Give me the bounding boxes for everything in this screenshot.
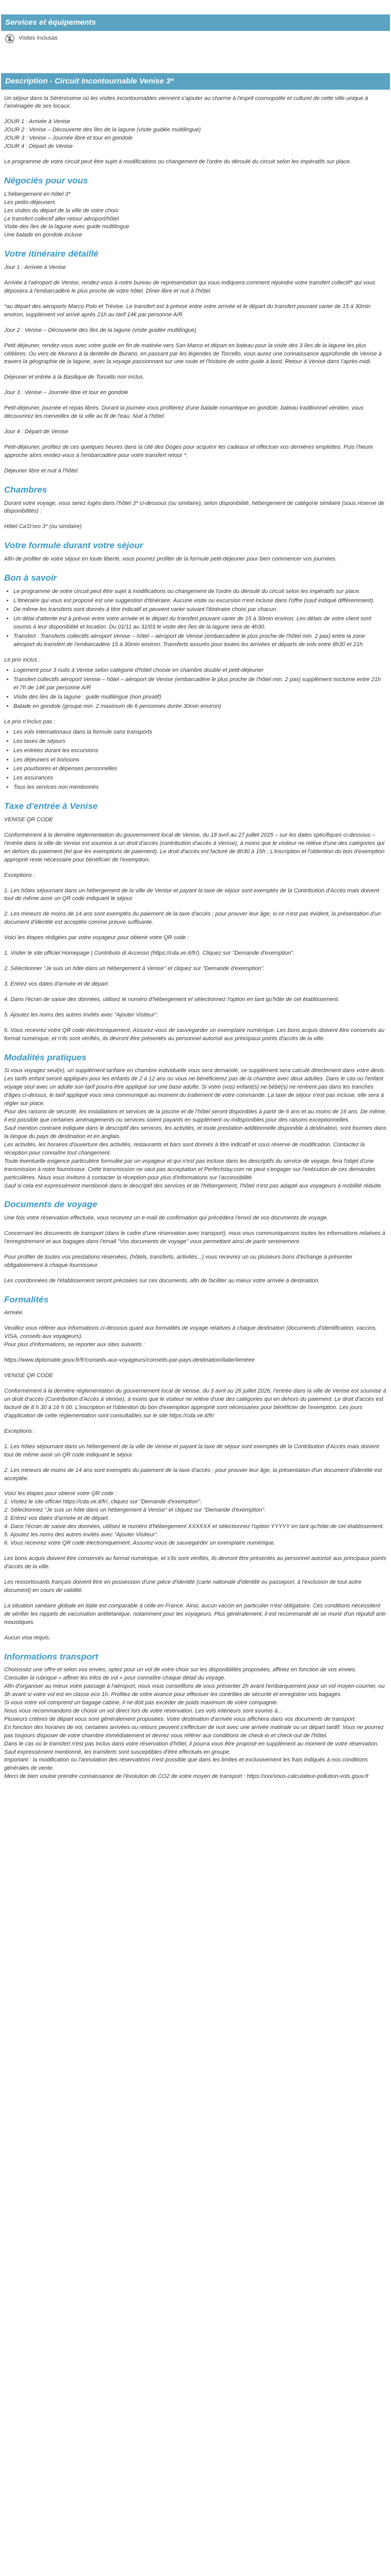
list-item: • De même les transferts sont donnés à titre indicatif et peuvent varier suivant l'itinéraire choisi par chacun.: [13, 606, 387, 614]
list-item: • L'itinéraire qui vous est proposé est une suggestion d'itinéraire. Aucune visite ou excursion n'est incluse dans l'offre (sauf indiqué différemment).: [13, 597, 387, 605]
tax-text: 4. Dans l'écran de saisie des données, utilisez le numéro d'hébergement et sélectionnez l'option en tant qu'hôte de cet établissement.: [4, 996, 339, 1003]
rooms-text: Durant votre voyage, vous serez logés dans l'hôtel 3* ci-dessous (ou similaire), selon disponibilité, hébergement de catégorie similaire (sous réserve de disponibilités) :: [4, 500, 385, 515]
list-item: • Tous les services non mentionnés: [13, 784, 387, 792]
formalities-text: Aucun visa requis.: [4, 1634, 51, 1641]
formalities-text: Conformément à la dernière réglementation du gouvernement local de Venise, du 3 avril au 26 juillet 2026, l'entrée dans la ville de Venise est soumise à un droit d'accès (Contribution d'Accès à Venise), à moins que le visiteur ne relève d'une des catégories qui en dehors du paiement. Le droit d'accès est facturé de 8 h 30 à 16 h 00. L'inscription et l'obtention du bon d'exemption approprié sont nécessaires pour bénéficier de l'exemption. Les jours d'application de cette réglementation sont consultables sur le site https://cda.ve.it/fr/: [4, 1388, 386, 1419]
formalities-text: Voici les étapes pour obtenir votre QR code : 1. Visitez le site officiel https://cda.ve.it/fr/, cliquez sur "Demande d'exemption". 2. Sélectionnez "Je suis un hôte dans un hébergement à Venise" et cliquez sur "Demande d'exemption". 3. Entrez vos dates d'arrivée et de départ. 4. Dans l'écran de saisie des données, utilisez le numéro d'hébergement XXXXXX et sélectionnez l'option YYYYY en tant qu'hôte de cet établissement. 5. Ajoutez les noms des autres invités avec "Ajouter Visiteur". 6. Vous recevrez votre QR code électroniquement. Assurez-vous de sauvegarder un exemplaire numérique.: [4, 1490, 384, 1547]
itinerary-day4-note: Déjeuner libre et nuit à l'hôtel.: [4, 467, 79, 474]
modalities-text: Si vous voyagez seul(e), un supplément tarifaire en chambre individuelle vous sera demandé, ce supplément sera calculé directement dans votre devis. Les tarifs enfant seront appliqués pour les enfants de 2 à 12 ans ou vous ne bénéficierez pas de la chambre avec deux adultes. Dans le cas où l'enfant voyage seul avec un adulte son tarif pourra être appliqué sur une base adulte. Si votre (vos) enfant(s) ne bébé(s) ne rentrent pas dans les tranches d'âges ci-dessus, le tarif appliqué vous sera communiqué au moment du traitement de votre commande. La taxe de séjour n'est pas incluse, elle sera à régler sur place. Pour des raisons de sécurité, les installations et services de la piscine et de l'hôtel seront disponibles à partir de 6 ans et au moins de 16 ans. De même, il est possible que certaines aménagements ou services soient payants en supplément ou indisponibles pour des raisons exceptionnelles. Sauf mention contraire indiquée dans le descriptif des services, les activités, et toute prestation additionnelle disponible à destination, sont fournies dans la langue du pays de destination et en anglais. Les activités, les horaires d'ouverture des activités, restaurants et bars sont donnés à titre indicatif et sous réserve de modification. Contactez la réception pour connaître tout changement. Toute éventuelle exigence particulière formulée par un voyageur et qui n'est pas incluse dans les descriptifs du service de voyage, fera l'objet d'une transmission à notre fournisseur. Cette transmission ne vaut pas acceptation et Perfectstay.com ne peut s'engager sur l'exécution de ces demandes particulières. Nous vous invitons à contacter la réception pour plus d'informations sur l'accessibilité. Sauf si cela est expressément mentionné dans le descriptif des services et de l'hébergement, l'hôtel n'est pas adapté aux voyageurs à mobilité réduite.: [4, 1067, 387, 1189]
service-item: [5, 34, 386, 43]
itinerary-day2-title: Jour 2 : Venise – Découverte des îles de la lagune (visite guidée multilingue): [4, 327, 197, 333]
included-text: L'hébergement en hôtel 3* Les petits-déjeuners Les visites du départ de la ville de votre choix Le transfert collectif aller-retour aéroport/hôtel Visite des îles de la lagune avec guide multilingue Une balade en gondole incluse: [4, 191, 129, 239]
formalities-text: VENISE QR CODE: [4, 1372, 53, 1379]
tax-text: 1. Visiter le site officiel Homepage | Contributo di Accesso (https://cda.ve.it/fr/). Cliquez sur "Demande d'exemption".: [4, 950, 295, 957]
itinerary-day2-note: Déjeuner et entrée à la Basilique de Torcello non inclus.: [4, 374, 144, 381]
formalities-text: Exceptions :: [4, 1428, 35, 1434]
price-excludes-list: [4, 728, 387, 792]
rooms-heading: Chambres: [4, 484, 47, 495]
list-item: • Le programme de votre circuit peut être sujet à modifications ou changement de l'ordre du déroulé du circuit selon les impératifs sur place.: [13, 588, 387, 596]
formalities-text: 2. Les mineurs de moins de 14 ans sont exemptés du paiement de la taxe d'accès ; pour prouver leur âge, la présentation d'un document d'identité est acceptée.: [4, 1467, 382, 1482]
list-item: • Logement pour 3 nuits à Venise selon catégorie d'hôtel choisie en chambre double et petit-déjeuner: [13, 667, 387, 675]
good-heading: Bon à savoir: [4, 572, 57, 583]
list-item: • Les taxes de séjours: [13, 738, 387, 746]
formalities-heading: Formalités: [4, 1294, 48, 1304]
docs-heading: Documents de voyage: [4, 1199, 97, 1210]
tax-text: Conformément à la dernière réglementation du gouvernement local de Venise, du 18 avril au 27 juillet 2025 – sur les dates spécifiques ci-dessous – l'entrée dans la ville de Venise est soumise à un droit d'accès (contribution d'accès à Venise), à moins que le visiteur ne relève d'une des catégories qui en dehors du paiement (tel que les exemptions de paiement). Le droit d'accès est facturé de 8h30 à 16h ; L'inscription et l'obtention du bon d'exemption approprié reste nécessaire pour bénéficier de l'exemption.: [4, 832, 385, 863]
docs-text: Pour profiter de toutes vos prestations réservées, (hôtels, transferts, activités...) vous recevrez un ou plusieurs bons d'échange à présenter obligatoirement à chaque fournisseur.: [4, 1253, 353, 1268]
list-item: • Les entrées durant les excursions: [13, 747, 387, 755]
price-includes-list: [4, 667, 387, 711]
itinerary-day4-title: Jour 4 : Départ de Venise: [4, 429, 69, 435]
price-excludes-heading: Le prix n'inclus pas :: [4, 718, 56, 725]
docs-text: Les coordonnées de l'établissement seront précisées sur ces documents, afin de faciliter au mieux votre arrivée à destination.: [4, 1277, 320, 1284]
page: [0, 14, 391, 1781]
list-item: • Visite des îles de la lagune : guide multilingue (non privatif): [13, 693, 387, 702]
list-item: • Balade en gondole (groupe min. 2 maximum de 6 personnes durée 30min environ): [13, 703, 387, 711]
list-item: • Les déjeuners et boissons: [13, 756, 387, 765]
good-list: [4, 588, 387, 650]
itinerary-day1-note: *au départ des aéroports Marco Polo et Trévise. Le transfert est à prévoir entre votre arrivée et le départ du transfert pouvant varier de 15 à 30min environ, supplément vol arrivé après 21h au tarif 14€ par personne A/R.: [4, 303, 371, 318]
formalities-text: Les bons acquis doivent être conservés au format numérique, et s'ils sont vérifiés, ils devront être présentés au personnel autorisé aux principaux points d'accès de la ville.: [4, 1555, 386, 1570]
list-item: • Transfert : Transferts collectifs aéroport Venise – hôtel – aéroport de Venise (embarcadère le plus proche de l'hôtel min. 2 pax) entre la zone aéroport du transfert de l'embarcadère 15 à 30min environ. Transferts assurés pour toutes les arrivées et départs de vols entre 8h30 et 21h.: [13, 633, 387, 649]
description-content: [1, 90, 390, 1782]
tax-text: 3. Entrez vos dates d'arrivée et de départ.: [4, 981, 109, 988]
itinerary-day4-text: Petit-déjeuner, profitez de ces quelques heures dans la cité des Doges pour acquérir les cadeaux et effectuer vos dernières emplettes. Puis l'heure approche alors rendez-vous à l'embarcadère pour votre transfert retour *.: [4, 444, 373, 459]
list-item: • Transfert collectifs aéroport Venise – hôtel – aéroport de Venise (embarcadère le plus proche de l'hôtel min. 2 pax) supplément nocturne entre 21h et 7h de 14€ par personne A/R: [13, 676, 387, 692]
docs-text: Une fois votre réservation effectuée, vous recevrez un e-mail de confirmation qui précédera l'envoi de vos documents de voyage.: [4, 1215, 329, 1222]
custom-heading: Votre formule durant votre séjour: [4, 540, 143, 551]
price-includes-heading: Le prix inclus :: [4, 657, 41, 664]
list-item: • Les vols internationaux dans la formule sans transports: [13, 728, 387, 737]
formalities-text: La situation sanitaire globale en Italie est comparable à celle en France. Ainsi, aucun vaccin en particulier n'est obligatoire. Ces conditions nécessitent de vérifier les rappels de vaccination antitétanique, notamment pour les voyageurs. Plus généralement, il est recommandé de se munir d'un répulsif anti-moustiques.: [4, 1602, 387, 1625]
list-item: • Les assurances: [13, 774, 387, 783]
itinerary-day1-title: Jour 1 : Arrivée à Venise: [4, 264, 66, 270]
intro-days: JOUR 1 : Arrivée à Venise JOUR 2 : Venise – Découverte des îles de la lagune (visite guidée multilingue) JOUR 3 : Venise – Journée libre et tour en gondole JOUR 4 : Départ de Venise: [4, 118, 201, 150]
itinerary-day3-text: Petit-déjeuner, journée et repas libres. Durant la journée vous profiterez d'une balade romantique en gondole, bateau traditionnel vénitien, vous découvrirez les merveilles de la ville au fil de l'eau. Nuit à l'hôtel.: [4, 405, 364, 420]
included-heading: Négociés pour vous: [4, 176, 88, 186]
list-item: • Un délai d'attente est à prévoir entre votre arrivée et le départ du transfert pouvant varier de 15 à 30min environ. Les délais de votre client sont soumis à leur disponibilité et location. Du 01/11 au 31/03 le visite des îles de la lagune sera de 4h30.: [13, 615, 387, 632]
formalities-text: Arrivée.: [4, 1310, 24, 1316]
transport-text: Choisissez une offre et selon vos envies, optez pour un vol de votre choix sur les disponibilités proposées, affinez en fonction de vos envies. Consulter la rubrique « affiner les infos de vol » pour connaître chaque détail du voyage. Afin d'organiser au mieux votre passage à l'aéroport, nous vous conseillons de vous présenter 2h avant l'embarquement pour un vol moyen-courrier, ou 3h avant si votre vol est en classe eco 1h. Profitez de votre avance pour effectuer les contrôles de sécurité et enregistrer vos bagages. Si vous votre vol comprend un bagage cabine, il ne doit pas excéder de poids maximum de votre compagnie. Nous vous recommandons de choisir un vol direct lors de votre réservation. Les vols intérieurs sont soumis à... Plusieurs critères de départ vous sont généralement proposées. Votre destination d'arrivée vous affichera dans vos documents de transport. En fonction des horaires de vol, certaines arrivées ou retours peuvent s'effectuer de nuit avec une arrivée matinale ou un départ tardif. Vous ne pourrez pas toujours disposer de votre chambre immédiatement et devrez vous référer aux conditions de check-in et check-out de l'hôtel. Dans le cas où le transfert n'est pas inclus dans votre réservation d'hôtel, il pourra vous être proposé en supplément au moment de votre réservation. Sauf expressément mentionné, les transferts sont susceptibles d'être effectués en groupe. Important : la modification ou l'annulation des réservations n'est possible que dans les limites et exclusivement les frais indiqués à nos conditions générales de vente. Merci de bien vouloir prendre connaissance de l'évolution de CO2 de votre moyen de transport : https://xxx/vous-calculateur-pollution-vols.gouv.fr: [4, 1667, 385, 1780]
formalities-text: Veuillez vous référer aux informations ci-dessous quant aux formalités de voyage relatives à chaque destination (documents d'identification, vaccins, VISA, conseils aux voyageurs). Pour plus d'informations, se reporter aux sites suivants :: [4, 1325, 377, 1348]
modalities-heading: Modalités pratiques: [4, 1052, 87, 1062]
tax-text: Voici les étapes rédigées par votre voyageur pour obtenir votre QR code :: [4, 935, 189, 941]
tax-text: VENISE QR CODE: [4, 816, 53, 823]
itinerary-day2-text: Petit déjeuner, rendez-vous avec votre guide en fin de matinée vers San Marco et départ en bateau pour la visite des 3 îles de la lagune les plus célèbres. Ou vers de Murano à la dentelle de Burano, en passant par les légendes de Torcello, vous aurez une connaissance approfondie de Venise à travers la géographie de la lagune, avec la voyage passionnant sur une route et l'histoire de votre guide à bord. Retour à Venise dans l'après-midi.: [4, 342, 382, 365]
tax-heading: Taxe d'entrée à Venise: [4, 801, 98, 811]
tax-text: 6. Vous recevrez votre QR code électroniquement. Assurez-vous de sauvegarder un exemplaire numérique. Les bons acquis doivent être conservés au format numérique, et n'ils sont vérifiés, ils devront être présentés au personnel autorisé aux principaux points d'accès de la ville.: [4, 1027, 385, 1042]
tax-text: 2. Les mineurs de moins de 14 ans sont exemptés du paiement de la taxe d'accès ; pour prouver leur âge, si ce n'est pas évident, la présentation d'un document d'identité est acceptée comme preuve suffisante.: [4, 911, 381, 926]
intro-paragraph: Un séjour dans la Sérénissime où les visites incontournables viennent s'ajouter au charme à l'esprit cosmopolite et culturel de cette ville unique à l'aménagée de ses locaux.: [4, 95, 368, 110]
list-item: • Les pourboires et dépenses personnelles: [13, 765, 387, 773]
tax-text: Exceptions :: [4, 872, 35, 878]
service-label: Visites Inclusas: [19, 35, 58, 41]
services-title: Services et équipements: [1, 14, 390, 31]
transport-heading: Informations transport: [4, 1651, 99, 1662]
formalities-link[interactable]: https://www.diplomatie.gouv.fr/fr/conseils-aux-voyageurs/conseils-par-pays-destination/italie/#entree: [4, 1357, 255, 1364]
formalities-text: Les ressortissants français doivent être en possession d'une pièce d'identité (carte nationale d'identité ou passeport, à l'exclusion de tout autre document) en cours de validité.: [4, 1579, 362, 1594]
itinerary-day3-title: Jour 3 : Venise – Journée libre et tour en gondole: [4, 389, 128, 396]
intro-note: Le programme de votre circuit peut être sujet à modifications ou changement de l'ordre du déroulé du circuit selon les impératifs sur place.: [4, 159, 351, 165]
tax-text: 5. Ajoutez les noms des autres invités avec "Ajouter Visiteur".: [4, 1011, 158, 1018]
rooms-hotel: Hôtel Ca'D'oro 3* (ou similaire): [4, 523, 82, 530]
docs-text: Concernant les documents de transport (dans le cadre d'une réservation avec transport), nous vous communiquerons toutes les informations relatives à l'enregistrement et aux bagages dans l'email "Vos documents de voyage" vous permettant ainsi de partir sereinement.: [4, 1230, 385, 1245]
itinerary-day1-text: Arrivée à l'aéroport de Venise, rendez-vous à notre bureau de représentation qui vous indiquera comment rejoindre votre transfert collectif* qui vous déposera à l'embarcadère le plus proche de votre hôtel. Dîner libre et nuit à l'hôtel.: [4, 279, 376, 294]
tax-text: 2. Sélectionner "Je suis un hôte dans un hébergement à Venise" et cliquez sur "Demande d'exemption".: [4, 965, 265, 972]
tax-text: 1. Les hôtes séjournant dans un hébergement de la ville de Venise et payant la taxe de séjour sont exemptés de la Contribution d'Accès mais doivent tout de même avoir un QR code indiquant le séjour.: [4, 887, 379, 902]
no-kids-icon: [5, 34, 14, 43]
services-list: [1, 31, 390, 48]
itinerary-heading: Votre itinéraire détaillé: [4, 249, 99, 259]
description-title: Description - Circuit Incontournable Venise 3*: [1, 73, 390, 90]
custom-text: Afin de profiter de votre séjour en toute liberté, vous pourrez profiter de la formule petit-déjeuner pour bien commencer vos journées.: [4, 556, 337, 562]
formalities-text: 1. Les hôtes séjournant dans un hébergement de la ville de Venise et payant la taxe de séjour sont exemptés de la Contribution d'Accès mais doivent tout de même avoir un QR code indiquant le séjour.: [4, 1443, 379, 1458]
